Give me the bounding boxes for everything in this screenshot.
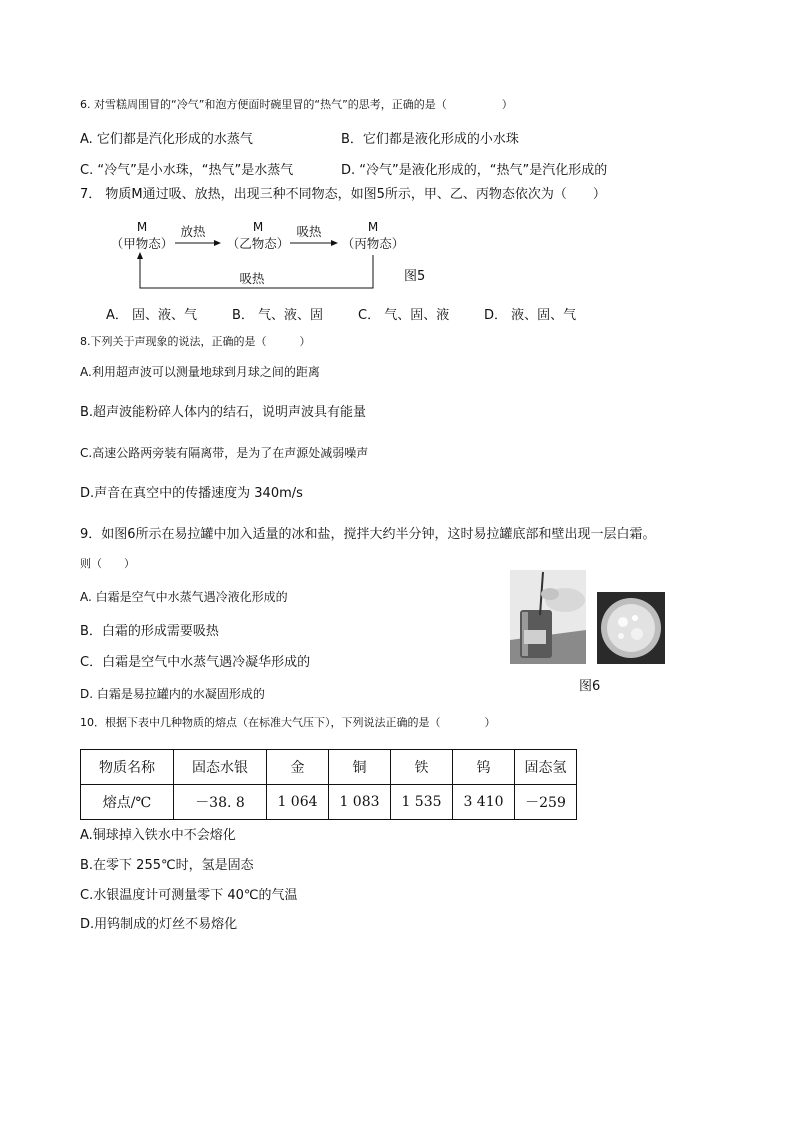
diagram-state-2: （乙物态） xyxy=(226,236,290,251)
q7-option-d: D． 液、固、气 xyxy=(484,308,577,323)
q9-option-a: A. 白霜是空气中水蒸气遇冷液化形成的 xyxy=(80,590,288,604)
q10-option-d: D.用钨制成的灯丝不易熔化 xyxy=(80,917,238,932)
diagram-arrow1-label: 放热 xyxy=(180,224,206,239)
table-cell: 3 410 xyxy=(453,785,515,820)
q8-option-b: B.超声波能粉碎人体内的结石，说明声波具有能量 xyxy=(80,405,367,420)
diagram-state-1: （甲物态） xyxy=(110,236,174,251)
diagram-arrow-2-head xyxy=(331,240,338,246)
q10-option-a: A.铜球掉入铁水中不会熔化 xyxy=(80,828,236,843)
table-header-cell: 金 xyxy=(267,750,329,785)
q9-stem: 9．如图6所示在易拉罐中加入适量的冰和盐，搅拌大约半分钟，这时易拉罐底部和壁出现一层白霜。 xyxy=(80,527,656,542)
figure-6-label: 图6 xyxy=(579,679,601,694)
figure-5-label: 图5 xyxy=(404,269,426,284)
q9-option-c: C．白霜是空气中水蒸气遇冷凝华形成的 xyxy=(80,655,311,670)
q8-option-a: A.利用超声波可以测量地球到月球之间的距离 xyxy=(80,365,320,379)
q10-stem: 10．根据下表中几种物质的熔点（在标准大气压下），下列说法正确的是（ ） xyxy=(80,716,496,729)
q6-option-b: B．它们都是液化形成的小水珠 xyxy=(341,132,519,147)
table-header-cell: 固态水银 xyxy=(174,750,267,785)
q6-option-a: A. 它们都是汽化形成的水蒸气 xyxy=(80,132,253,147)
q7-option-a: A． 固、液、气 xyxy=(106,308,198,323)
diagram-m2: M xyxy=(252,220,264,234)
diagram-arrow2-label: 吸热 xyxy=(296,224,322,239)
table-header-cell: 固态氢 xyxy=(515,750,577,785)
table-header-row xyxy=(81,750,577,785)
q9-stem-continued: 则（ ） xyxy=(80,557,135,570)
diagram-state-3: （丙物态） xyxy=(341,236,405,251)
q7-stem: 7． 物质M通过吸、放热，出现三种不同物态，如图5所示，甲、乙、丙物态依次为（ ） xyxy=(80,187,606,202)
table-cell: 1 083 xyxy=(329,785,391,820)
q7-option-c: C． 气、固、液 xyxy=(358,308,450,323)
q10-option-c: C.水银温度计可测量零下 40℃的气温 xyxy=(80,888,298,903)
q6-option-c: C. “冷气”是小水珠，“热气”是水蒸气 xyxy=(80,163,294,178)
table-cell: －259 xyxy=(515,785,577,820)
diagram-m1: M xyxy=(136,220,148,234)
table-row xyxy=(81,785,577,820)
diagram-arrow-1-head xyxy=(214,240,221,246)
q8-stem: 8.下列关于声现象的说法，正确的是（ ） xyxy=(80,335,311,348)
q8-option-c: C.高速公路两旁装有隔离带，是为了在声源处减弱噪声 xyxy=(80,446,369,460)
table-cell: －38. 8 xyxy=(174,785,267,820)
diagram-arrow3-label: 吸热 xyxy=(239,271,265,286)
table-header-cell: 铜 xyxy=(329,750,391,785)
q6-stem: 6. 对雪糕周围冒的“冷气”和泡方便面时碗里冒的“热气”的思考，正确的是（ ） xyxy=(80,98,513,111)
table-header-cell: 钨 xyxy=(453,750,515,785)
table-cell: 1 535 xyxy=(391,785,453,820)
q8-option-d: D.声音在真空中的传播速度为 340m/s xyxy=(80,486,303,501)
q9-option-b: B．白霜的形成需要吸热 xyxy=(80,624,219,639)
melting-point-table xyxy=(80,749,577,820)
phase-change-diagram xyxy=(100,215,440,295)
diagram-m3: M xyxy=(367,220,379,234)
table-cell: 熔点/℃ xyxy=(81,785,174,820)
q6-option-d: D. “冷气”是液化形成的，“热气”是汽化形成的 xyxy=(341,163,608,178)
q7-option-b: B． 气、液、固 xyxy=(232,308,324,323)
q10-option-b: B.在零下 255℃时，氢是固态 xyxy=(80,858,254,873)
q9-option-d: D. 白霜是易拉罐内的水凝固形成的 xyxy=(80,687,265,701)
table-header-cell: 铁 xyxy=(391,750,453,785)
table-cell: 1 064 xyxy=(267,785,329,820)
diagram-return-arrowhead xyxy=(137,252,143,259)
frosted-can-photo xyxy=(597,592,665,664)
can-stirring-photo xyxy=(510,570,586,664)
table-header-cell: 物质名称 xyxy=(81,750,174,785)
